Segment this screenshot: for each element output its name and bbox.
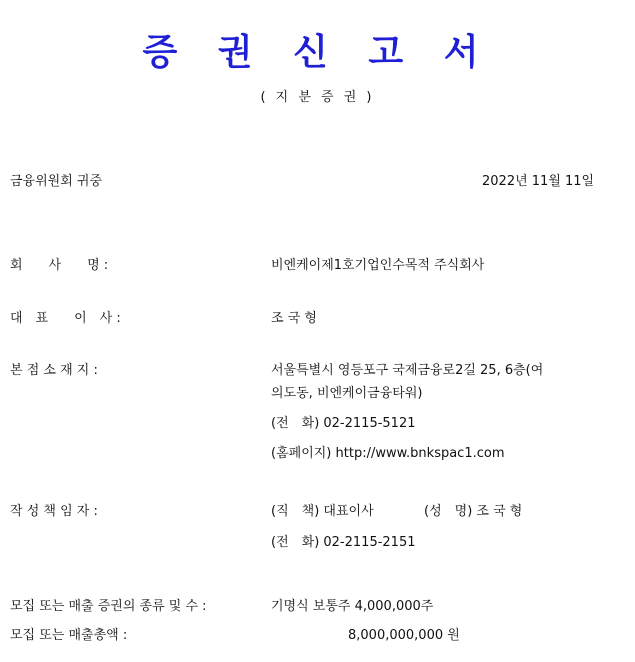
head-office-homepage: (홈페이지) http://www.bnkspac1.com xyxy=(271,446,505,461)
total-amount-value: 8,000,000,000 원 xyxy=(348,628,460,643)
company-name-label: 회 사 명 : xyxy=(10,258,109,273)
ceo-label: 대 표 이 사 : xyxy=(10,311,121,326)
preparer-name: (성 명) 조 국 형 xyxy=(424,504,523,519)
preparer-position: (직 책) 대표이사 xyxy=(271,504,374,519)
securities-type-value: 기명식 보통주 4,000,000주 xyxy=(271,599,434,614)
ceo-value: 조 국 형 xyxy=(271,311,317,326)
securities-type-label: 모집 또는 매출 증권의 종류 및 수 : xyxy=(10,599,207,614)
head-office-address-line1: 서울특별시 영등포구 국제금융로2길 25, 6층(여 xyxy=(271,363,544,378)
preparer-phone: (전 화) 02-2115-2151 xyxy=(271,535,416,550)
head-office-phone: (전 화) 02-2115-5121 xyxy=(271,416,416,431)
preparer-label: 작 성 책 임 자 : xyxy=(10,504,98,519)
total-amount-label: 모집 또는 매출총액 : xyxy=(10,628,128,643)
filing-date: 2022년 11월 11일 xyxy=(482,174,595,189)
company-name-value: 비엔케이제1호기업인수목적 주식회사 xyxy=(271,258,485,273)
addressee: 금융위원회 귀중 xyxy=(10,174,103,189)
head-office-label: 본 점 소 재 지 : xyxy=(10,363,98,378)
head-office-address-line2: 의도동, 비엔케이금융타워) xyxy=(271,386,423,401)
document-title: 증 권 신 고 서 xyxy=(142,31,493,73)
document-subtitle: ( 지 분 증 권 ) xyxy=(260,90,375,105)
